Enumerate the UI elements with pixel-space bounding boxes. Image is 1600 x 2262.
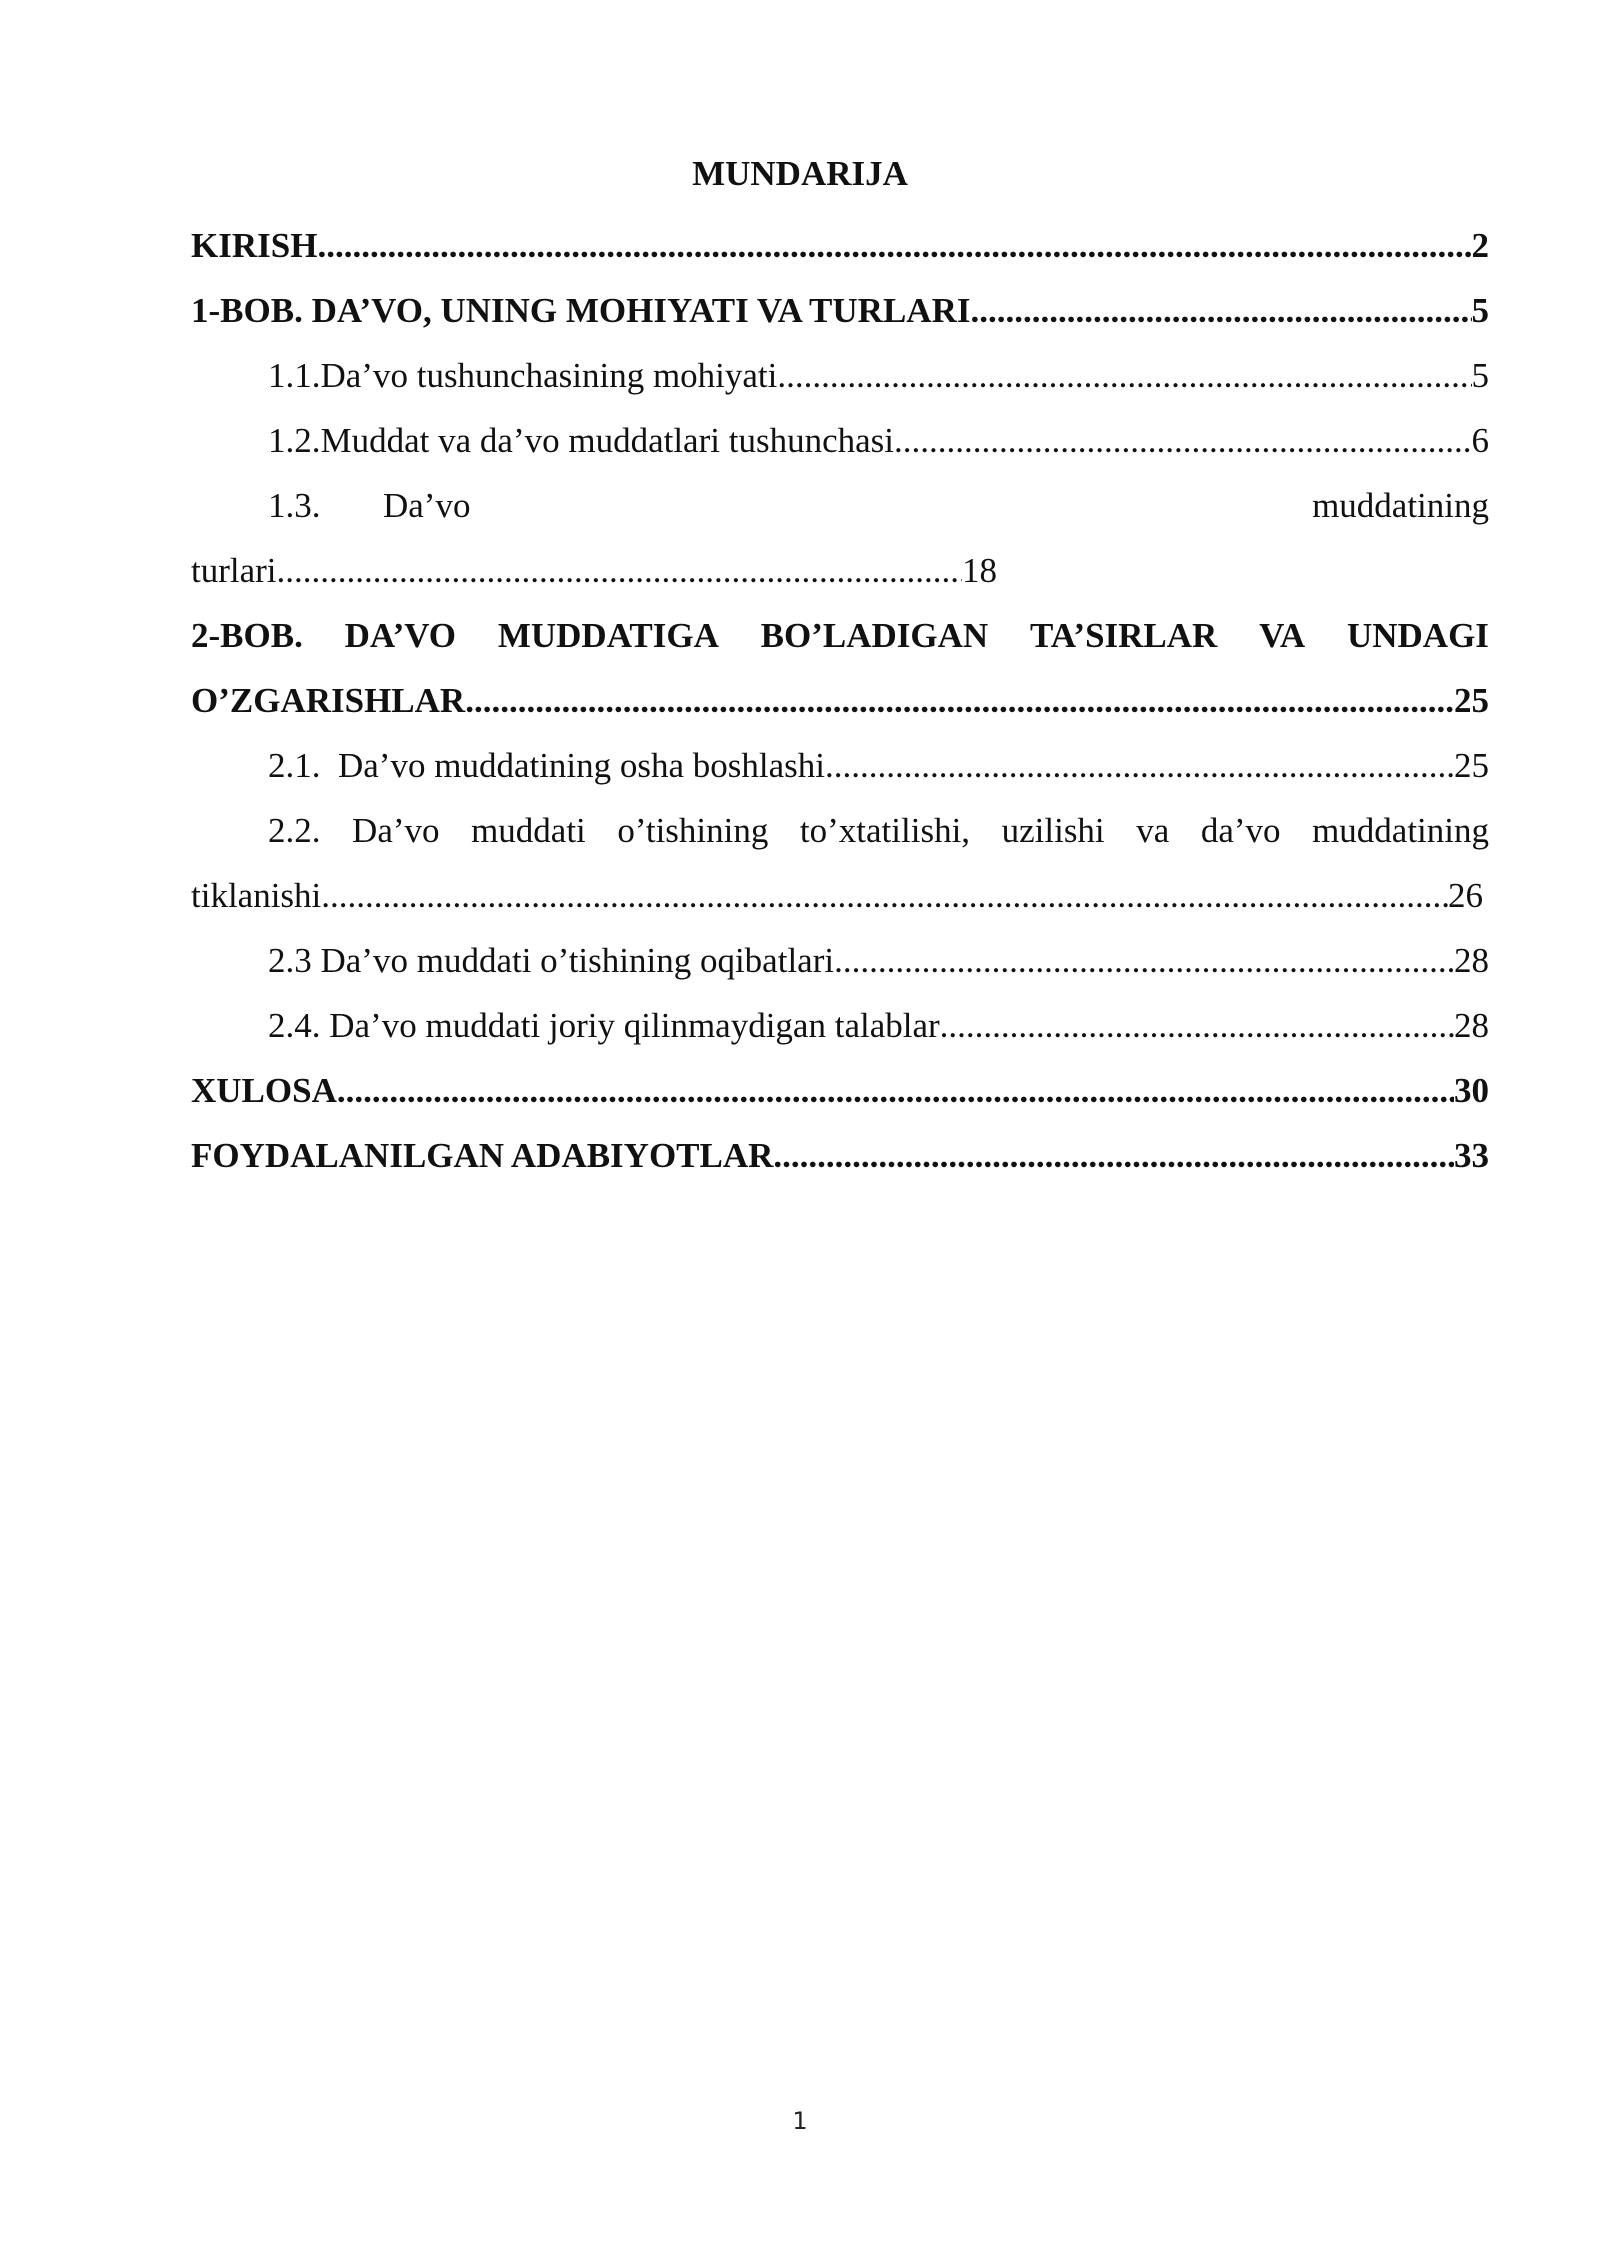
toc-entry-2-3[interactable] — [191, 928, 1489, 993]
entry-word: Da’vo — [352, 811, 440, 850]
entry-word: muddatining — [1312, 811, 1489, 850]
toc-entry-2-2-continuation[interactable] — [191, 863, 1489, 928]
toc-entry-label: turlari — [191, 551, 277, 590]
toc-page-number: 28 — [1454, 941, 1489, 980]
toc-page-number: 2 — [1471, 226, 1489, 265]
page-title: MUNDARIJA — [692, 154, 908, 193]
dot-leader — [825, 733, 1454, 798]
dot-leader — [465, 668, 1454, 733]
bob2-heading-words — [191, 603, 1489, 668]
toc-page-number: 30 — [1454, 1071, 1489, 1110]
toc-entry-kirish[interactable] — [191, 213, 1489, 278]
toc-entry-2-4[interactable] — [191, 993, 1489, 1058]
toc-entry-label: FOYDALANILGAN ADABIYOTLAR — [191, 1136, 774, 1175]
toc-entry-label: 2.4. Da’vo muddati joriy qilinmaydigan talablar — [268, 1006, 940, 1045]
section-number: 1.2. — [268, 421, 321, 460]
toc-entry-label-part1: Da’vo — [383, 486, 471, 525]
toc-entry-2-2[interactable] — [191, 798, 1489, 863]
entry-word: muddati — [471, 811, 586, 850]
toc-entry-xulosa[interactable] — [191, 1058, 1489, 1123]
toc-page-number: 18 — [962, 551, 997, 590]
toc-entry-bob1[interactable] — [191, 278, 1489, 343]
heading-word: DA’VO — [344, 616, 457, 655]
toc-entry-label: tiklanishi — [191, 876, 322, 915]
toc-page-number: 5 — [1471, 291, 1489, 330]
toc-entry-label: Da’vo tushunchasining mohiyati — [320, 356, 778, 395]
heading-word: VA — [1259, 616, 1306, 655]
dot-leader — [337, 1058, 1454, 1123]
toc-entry-1-2[interactable] — [191, 408, 1489, 473]
toc-page-number: 5 — [1471, 356, 1489, 395]
toc-entry-label: Muddat va da’vo muddatlari tushunchasi — [320, 421, 894, 460]
section-number: 1.1. — [268, 356, 321, 395]
dot-leader — [321, 863, 1448, 928]
page-number-footer: 1 — [792, 2107, 808, 2135]
entry-2-2-words — [268, 798, 1489, 863]
entry-word: uzilishi — [1001, 811, 1105, 850]
toc-entry-label: 2.1. Da’vo muddatining osha boshlashi — [268, 746, 826, 785]
toc-entry-bob2[interactable] — [191, 603, 1489, 668]
dot-leader — [834, 928, 1454, 993]
heading-word: MUDDATIGA — [497, 616, 719, 655]
entry-word: 2.2. — [268, 811, 321, 850]
dot-leader — [773, 1123, 1454, 1188]
toc-entry-adabiyotlar[interactable] — [191, 1123, 1489, 1188]
heading-word: UNDAGI — [1346, 616, 1489, 655]
toc-entry-label: O’ZGARISHLAR — [191, 681, 466, 720]
toc-entry-2-1[interactable] — [191, 733, 1489, 798]
section-number: 1.3. — [268, 486, 321, 525]
toc-entry-label: KIRISH — [191, 226, 318, 265]
entry-word: to’xtatilishi, — [799, 811, 971, 850]
toc-entry-1-3-continuation[interactable] — [191, 538, 1489, 603]
dot-leader — [777, 343, 1471, 408]
heading-word: 2-BOB. — [191, 616, 303, 655]
toc-entry-label: 1-BOB. DA’VO, UNING MOHIYATI VA TURLARI — [191, 291, 971, 330]
dot-leader — [317, 213, 1471, 278]
table-of-contents — [191, 213, 1489, 1188]
entry-word: da’vo — [1200, 811, 1281, 850]
dot-leader — [970, 278, 1471, 343]
toc-page-number: 28 — [1454, 1006, 1489, 1045]
toc-entry-label: 2.3 Da’vo muddati o’tishining oqibatlari — [268, 941, 835, 980]
entry-word: o’tishining — [617, 811, 769, 850]
toc-entry-label-part2: muddatining — [1312, 486, 1489, 525]
dot-leader — [940, 993, 1454, 1058]
entry-word: va — [1136, 811, 1170, 850]
dot-leader — [277, 538, 962, 603]
toc-entry-1-1[interactable] — [191, 343, 1489, 408]
heading-word: TA’SIRLAR — [1029, 616, 1218, 655]
toc-entry-bob2-continuation[interactable] — [191, 668, 1489, 733]
dot-leader — [894, 408, 1472, 473]
toc-page-number: 6 — [1471, 421, 1489, 460]
toc-page-number: 25 — [1454, 746, 1489, 785]
toc-entry-1-3[interactable] — [191, 473, 1489, 538]
heading-word: BO’LADIGAN — [760, 616, 989, 655]
toc-page-number: 26 — [1448, 876, 1483, 915]
toc-entry-label: XULOSA — [191, 1071, 337, 1110]
toc-page-number: 25 — [1454, 681, 1489, 720]
toc-page-number: 33 — [1454, 1136, 1489, 1175]
